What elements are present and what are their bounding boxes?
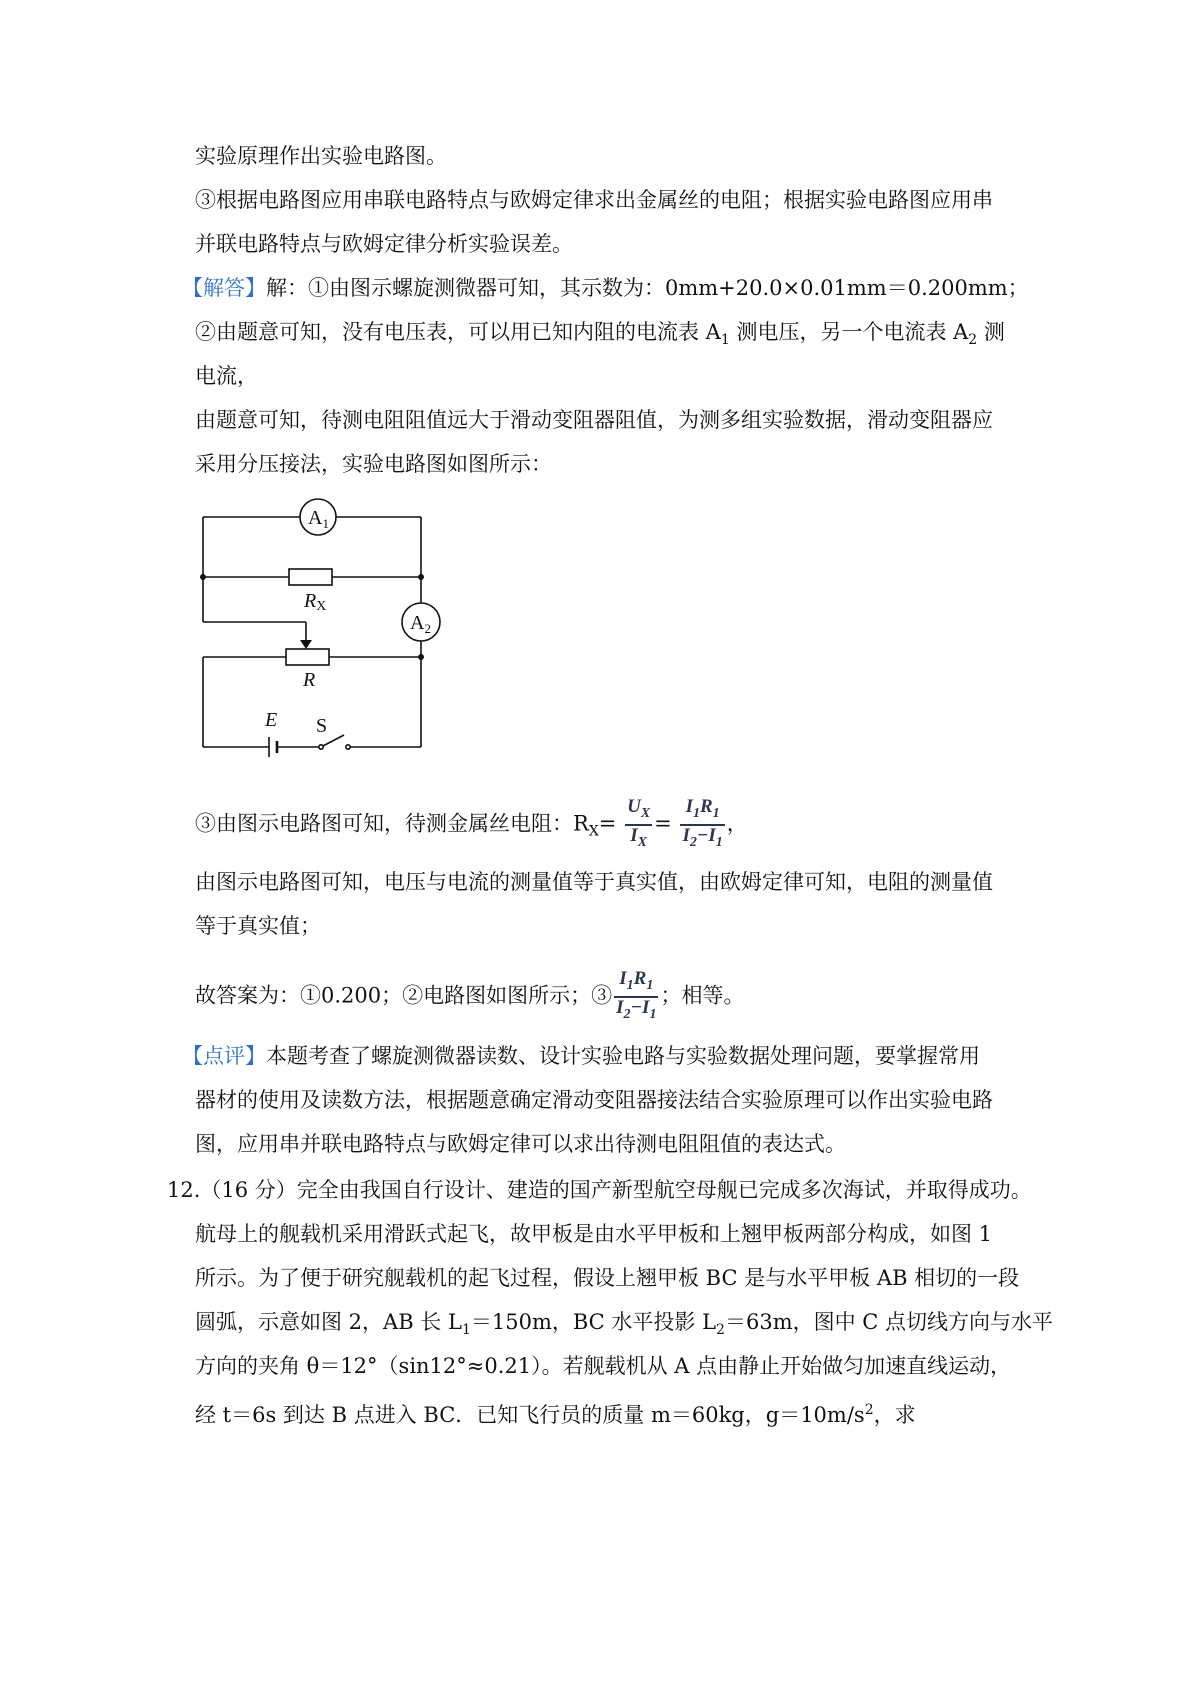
final-answer-line xyxy=(195,969,744,1025)
line-text: 方向的夹角 θ＝12°（sin12°≈0.21）。若舰载机从 A 点由静止开始做匀加速直线运动， xyxy=(195,1354,1012,1378)
line-text: ，求 xyxy=(873,1403,916,1427)
r-label: R xyxy=(303,669,316,691)
line-text: 经 t＝6s 到达 B 点进入 BC．已知飞行员的质量 m＝60kg，g＝10m/s xyxy=(195,1403,865,1427)
text-line-20 xyxy=(195,1352,1011,1380)
text-line-10 xyxy=(195,868,993,896)
fraction-ux-ix: $\frac{U_X}{I_X}$ xyxy=(627,796,651,850)
text-line-3 xyxy=(195,230,573,258)
text-line-21 xyxy=(195,1396,916,1429)
fraction-answer: $\frac{I_1R_1}{I_2-I_1}$ xyxy=(616,968,657,1022)
line-text: 故答案为：①0.200；②电路图如图所示；③ xyxy=(195,983,613,1008)
text-line-7 xyxy=(195,406,993,434)
superscript: 2 xyxy=(864,1402,874,1418)
equals-sign: = xyxy=(654,811,672,836)
text-line-17 xyxy=(195,1220,992,1248)
line-text: ③根据电路图应用串联电路特点与欧姆定律求出金属丝的电阻；根据实验电路图应用串 xyxy=(195,188,993,212)
line-text: ；相等。 xyxy=(660,983,745,1008)
line-text: 采用分压接法，实验电路图如图所示： xyxy=(195,452,552,476)
text-line-15 xyxy=(195,1130,846,1158)
answer-tag: 【解答】 xyxy=(182,276,266,300)
text-line-14 xyxy=(195,1086,993,1114)
text-line-2 xyxy=(195,186,993,214)
text-line-19 xyxy=(195,1308,1053,1344)
comment-heading-line xyxy=(182,1042,980,1070)
junction-dot xyxy=(418,574,424,580)
line-text: 器材的使用及读数方法，根据题意确定滑动变阻器接法结合实验原理可以作出实验电路 xyxy=(195,1088,993,1112)
line-text: 等于真实值； xyxy=(195,914,321,938)
line-text: 由题意可知，待测电阻阻值远大于滑动变阻器阻值，为测多组实验数据，滑动变阻器应 xyxy=(195,408,993,432)
line-text: 所示。为了便于研究舰载机的起飞过程，假设上翘甲板 BC 是与水平甲板 AB 相切的一段 xyxy=(195,1266,1020,1290)
formula-line xyxy=(195,797,748,856)
line-text: 本题考查了螺旋测微器读数、设计实验电路与实验数据处理问题，要掌握常用 xyxy=(266,1044,980,1068)
line-text: ＝150m，BC 水平投影 L xyxy=(470,1310,717,1334)
text-line-18 xyxy=(195,1264,1019,1292)
e-label: E xyxy=(265,709,278,731)
rx-label: RX xyxy=(304,590,327,614)
line-text: ， xyxy=(726,811,748,836)
rx-resistor xyxy=(289,569,332,585)
line-text: 并联电路特点与欧姆定律分析实验误差。 xyxy=(195,232,573,256)
line-text: ③由图示电路图可知，待测金属丝电阻：R xyxy=(195,811,589,836)
subscript: 1 xyxy=(461,1322,471,1339)
line-text: 电流， xyxy=(195,364,258,388)
line-text: = xyxy=(598,811,617,836)
text-line-8 xyxy=(195,450,552,478)
line-text: ＝63m，图中 C 点切线方向与水平 xyxy=(724,1310,1054,1334)
line-text: ②由题意可知，没有电压表，可以用已知内阻的电流表 A xyxy=(195,320,721,344)
line-text: 测电压，另一个电流表 A xyxy=(729,320,969,344)
line-text: 12.（16 分）完全由我国自行设计、建造的国产新型航空母舰已完成多次海试，并取得成功。 xyxy=(167,1178,1032,1202)
line-text: 图，应用串并联电路特点与欧姆定律可以求出待测电阻阻值的表达式。 xyxy=(195,1132,846,1156)
switch-contact xyxy=(319,745,323,749)
line-text: 实验原理作出实验电路图。 xyxy=(195,144,447,168)
line-text: 解：①由图示螺旋测微器可知，其示数为：0mm+20.0×0.01mm＝0.200mm； xyxy=(266,276,1029,300)
a1-label: $A_1$ xyxy=(308,507,329,531)
slider-arrow xyxy=(300,640,312,649)
a2-label: $A_2$ xyxy=(410,612,431,636)
text-line-6 xyxy=(195,362,258,390)
subscript: 2 xyxy=(716,1322,725,1339)
subscript: 1 xyxy=(720,332,730,349)
line-text: 由图示电路图可知，电压与电流的测量值等于真实值，由欧姆定律可知，电阻的测量值 xyxy=(195,870,993,894)
text-line-1 xyxy=(195,142,447,170)
r-rheostat xyxy=(286,649,329,665)
comment-tag: 【点评】 xyxy=(182,1044,266,1068)
text-line-5 xyxy=(195,318,1005,354)
junction-dot xyxy=(200,574,206,580)
line-text: 测 xyxy=(977,320,1005,344)
circuit-diagram xyxy=(195,507,495,830)
question-12-line xyxy=(167,1176,1032,1204)
subscript: X xyxy=(588,823,599,840)
answer-heading-line xyxy=(182,274,1029,302)
fraction-i1r1: $\frac{I_1R_1}{I_2-I_1}$ xyxy=(682,796,723,850)
junction-dot xyxy=(418,654,424,660)
s-label: S xyxy=(316,715,328,737)
line-text: 圆弧，示意如图 2，AB 长 L xyxy=(195,1310,462,1334)
switch-contact xyxy=(346,745,350,749)
text-line-11 xyxy=(195,912,321,940)
line-text: 航母上的舰载机采用滑跃式起飞，故甲板是由水平甲板和上翘甲板两部分构成，如图 1 xyxy=(195,1222,993,1246)
subscript: 2 xyxy=(968,332,978,349)
